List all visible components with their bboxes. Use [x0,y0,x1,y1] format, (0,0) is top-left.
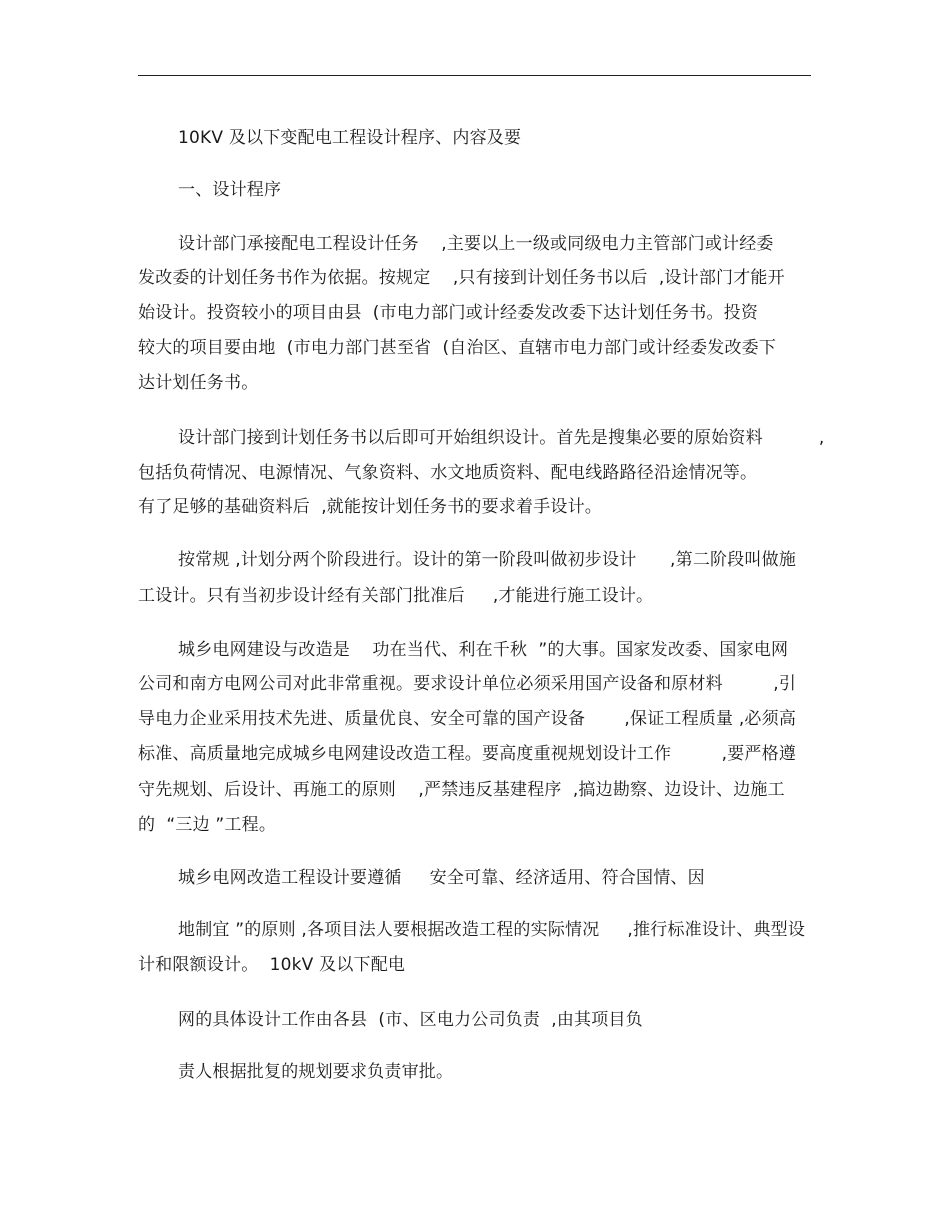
paragraph-2-line-3: 有了足够的基础资料后 ,就能按计划任务书的要求着手设计。 [138,497,603,517]
paragraph-4-line-4: 标准、高质量地完成城乡电网建设改造工程。要高度重视规划设计工作 ,要严格遵 [138,744,797,764]
paragraph-4-line-5: 守先规划、后设计、再施工的原则 ,严禁违反基建程序 ,搞边勘察、边设计、边施工 [138,780,785,800]
paragraph-1-line-1: 设计部门承接配电工程设计任务 ,主要以上一级或同级电力主管部门或计经委 [178,234,774,254]
paragraph-8-line-1: 责人根据批复的规划要求负责审批。 [178,1062,454,1082]
header-rule [138,75,811,76]
paragraph-4-line-2: 公司和南方电网公司对此非常重视。要求设计单位必须采用国产设备和原材料 ,引 [138,674,797,694]
paragraph-5-line-1: 城乡电网改造工程设计要遵循 安全可靠、经济适用、符合国情、因 [178,868,705,888]
paragraph-4-line-3: 导电力企业采用技术先进、质量优良、安全可靠的国产设备 ,保证工程质量 ,必须高 [138,709,797,729]
document-title: 10KV 及以下变配电工程设计程序、内容及要 [178,128,522,148]
paragraph-1-line-5: 达计划任务书。 [138,373,259,393]
paragraph-4-line-6: 的 “三边 ”工程。 [138,815,277,835]
paragraph-2-line-2: 包括负荷情况、电源情况、气象资料、水文地质资料、配电线路路径沿途情况等。 [138,463,758,483]
paragraph-3-line-1: 按常规 ,计划分两个阶段进行。设计的第一阶段叫做初步设计 ,第二阶段叫做施 [178,550,797,570]
paragraph-1-line-2: 发改委的计划任务书作为依据。按规定 ,只有接到计划任务书以后 ,设计部门才能开 [138,268,785,288]
section-heading: 一、设计程序 [178,180,282,200]
paragraph-4-line-1: 城乡电网建设与改造是 功在当代、利在千秋 ”的大事。国家发改委、国家电网 [178,640,789,660]
paragraph-2-line-1: 设计部门接到计划任务书以后即可开始组织设计。首先是搜集必要的原始资料 , [178,428,825,448]
paragraph-3-line-2: 工设计。只有当初步设计经有关部门批准后 ,才能进行施工设计。 [138,586,654,606]
paragraph-1-line-3: 始设计。投资较小的项目由县 (市电力部门或计经委发改委下达计划任务书。投资 [138,303,759,323]
paragraph-6-line-1: 地制宜 ”的原则 ,各项目法人要根据改造工程的实际情况 ,推行标准设计、典型设 [178,920,806,940]
paragraph-1-line-4: 较大的项目要由地 (市电力部门甚至省 (自治区、直辖市电力部门或计经委发改委下 [138,338,777,358]
paragraph-6-line-2: 计和限额设计。 10kV 及以下配电 [138,955,406,975]
paragraph-7-line-1: 网的具体设计工作由各县 (市、区电力公司负责 ,由其项目负 [178,1010,643,1030]
